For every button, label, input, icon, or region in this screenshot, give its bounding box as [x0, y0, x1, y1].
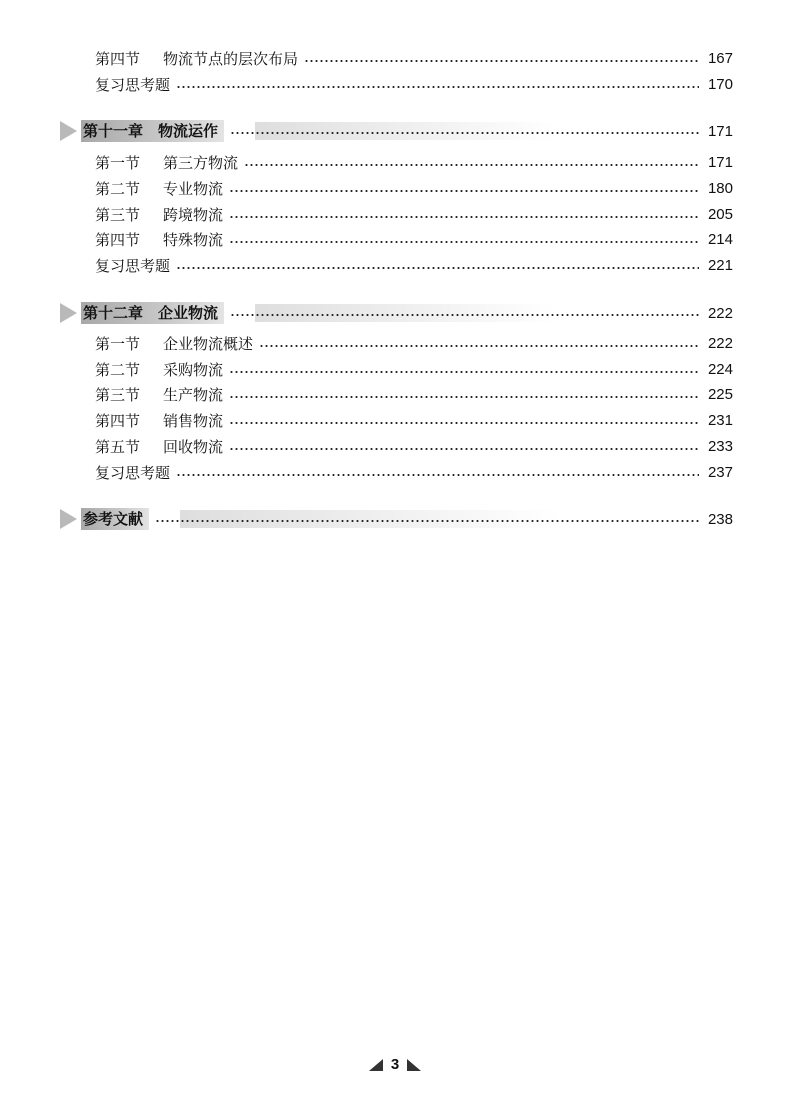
toc-entry-section[interactable] [95, 152, 733, 174]
leader-dots [229, 215, 699, 219]
page-number: 221 [707, 257, 733, 274]
toc-entry-review[interactable] [95, 74, 733, 96]
page-number: 171 [707, 122, 733, 140]
review-title: 复习思考题 [95, 257, 171, 275]
section-title: 采购物流 [163, 361, 224, 379]
leader-dots [229, 240, 699, 244]
toc-entry-review[interactable] [95, 255, 733, 277]
toc-entry-section[interactable] [95, 204, 733, 226]
page-number: 214 [707, 231, 733, 248]
leader-dots [244, 163, 699, 167]
toc-entry-review[interactable] [95, 462, 733, 484]
toc-entry-chapter[interactable] [60, 119, 733, 143]
leader-dots [229, 189, 699, 193]
page-number: 225 [707, 386, 733, 403]
page-number: 222 [707, 304, 733, 322]
section-number: 第一节 [95, 335, 141, 353]
leader-dots [304, 59, 699, 63]
footer-page-number: 3 [390, 1055, 400, 1073]
page-number: 237 [707, 464, 733, 481]
toc-entry-section[interactable] [95, 333, 733, 355]
section-number: 第五节 [95, 438, 141, 456]
page-number: 180 [707, 180, 733, 197]
section-number: 第四节 [95, 412, 141, 430]
page-number: 167 [707, 50, 733, 67]
chapter-arrow-icon [60, 121, 77, 141]
section-title: 销售物流 [163, 412, 224, 430]
leader-dots [229, 447, 699, 451]
leader-dots [230, 131, 699, 135]
toc-entry-chapter[interactable] [60, 301, 733, 325]
section-number: 第二节 [95, 361, 141, 379]
toc-entry-section[interactable] [95, 436, 733, 458]
section-title: 企业物流概述 [163, 335, 254, 353]
section-title: 物流节点的层次布局 [163, 50, 299, 68]
leader-dots [230, 313, 699, 317]
leader-dots [259, 344, 699, 348]
chapter-title: 第十二章 企业物流 [81, 302, 224, 324]
page-number: 238 [707, 510, 733, 528]
section-title: 第三方物流 [163, 154, 239, 172]
leader-dots [229, 370, 699, 374]
review-title: 复习思考题 [95, 76, 171, 94]
left-triangle-icon [369, 1059, 383, 1071]
leader-dots [229, 395, 699, 399]
page-footer [0, 1052, 790, 1076]
section-title: 回收物流 [163, 438, 224, 456]
leader-dots [176, 266, 699, 270]
toc-entry-section[interactable] [95, 178, 733, 200]
references-title: 参考文献 [81, 508, 149, 530]
leader-dots [155, 519, 699, 523]
chapter-arrow-icon [60, 303, 77, 323]
chapter-title: 第十一章 物流运作 [81, 120, 224, 142]
page-number: 171 [707, 154, 733, 171]
page-number: 205 [707, 206, 733, 223]
chapter-arrow-icon [60, 509, 77, 529]
leader-dots [229, 421, 699, 425]
section-number: 第一节 [95, 154, 141, 172]
section-number: 第四节 [95, 50, 141, 68]
page-number: 224 [707, 361, 733, 378]
page-number: 231 [707, 412, 733, 429]
section-number: 第四节 [95, 231, 141, 249]
section-title: 跨境物流 [163, 206, 224, 224]
section-title: 专业物流 [163, 180, 224, 198]
page-number: 170 [707, 76, 733, 93]
toc-entry-section[interactable] [95, 48, 733, 70]
section-number: 第二节 [95, 180, 141, 198]
right-triangle-icon [407, 1059, 421, 1071]
toc-entry-section[interactable] [95, 384, 733, 406]
toc-entry-section[interactable] [95, 229, 733, 251]
section-title: 特殊物流 [163, 231, 224, 249]
section-number: 第三节 [95, 206, 141, 224]
toc-entry-references[interactable] [60, 507, 733, 531]
toc-entry-section[interactable] [95, 359, 733, 381]
section-title: 生产物流 [163, 386, 224, 404]
section-number: 第三节 [95, 386, 141, 404]
leader-dots [176, 85, 699, 89]
leader-dots [176, 473, 699, 477]
page-number: 222 [707, 335, 733, 352]
toc-entry-section[interactable] [95, 410, 733, 432]
review-title: 复习思考题 [95, 464, 171, 482]
page-number: 233 [707, 438, 733, 455]
